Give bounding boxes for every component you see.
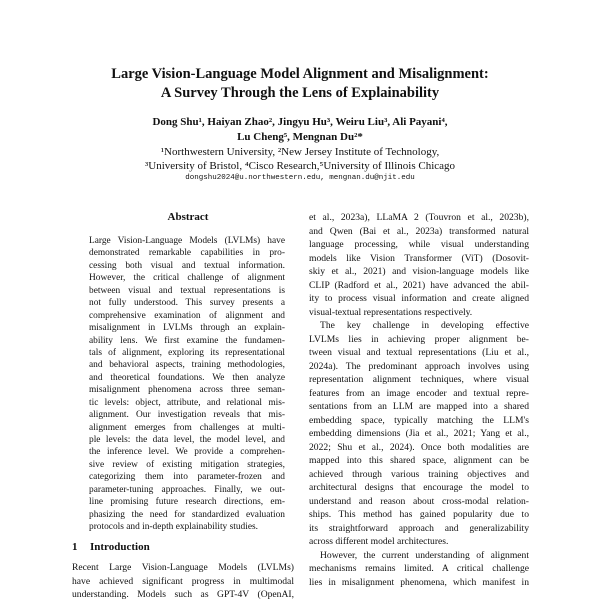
text-line: mapped into this shared space, alignment can be xyxy=(309,455,529,466)
text-line: Recent Large Vision-Language Models (LVLMs) xyxy=(72,562,294,573)
text-line: alignment emerges from challenges at multi- xyxy=(89,422,285,433)
text-line: et al., 2023a), LLaMA 2 (Touvron et al., 2023b), xyxy=(309,212,529,223)
author-email: dongshu2024@u.northwestern.edu, mengnan.du@njit.edu xyxy=(185,174,415,182)
section-number: 1 xyxy=(72,541,78,553)
text-line: ships. This method has gained popularity due to xyxy=(309,509,529,520)
text-line: 2024a). The predominant approach involves using xyxy=(309,360,529,372)
section-title: Introduction xyxy=(90,541,150,553)
affiliation-line: ¹Northwestern University, ²New Jersey Institute of Technology, xyxy=(160,146,440,158)
abstract-heading: Abstract xyxy=(167,211,209,223)
text-line: embedding dimensions (Jia et al., 2021; Yang et al., xyxy=(309,428,529,439)
text-line: 2022; Shu et al., 2024). Once both modalities are xyxy=(309,441,529,453)
text-line: achieved through various training objectives and xyxy=(309,468,529,480)
text-line: architectural designs that encourage the model to xyxy=(309,482,529,493)
text-line: tic levels: object, attribute, and relational mis- xyxy=(89,397,285,408)
text-line: categorizing them into parameter-frozen and xyxy=(89,472,285,483)
text-line: features from an image encoder and textual repre- xyxy=(309,387,529,399)
text-line: ability lens. We first examine the fundamen- xyxy=(89,335,285,346)
text-line: demonstrated remarkable capabilities in pro- xyxy=(89,248,285,259)
author-line: Dong Shu¹, Haiyan Zhao², Jingyu Hu³, Weiru Liu³, Ali Payani⁴, xyxy=(152,116,448,128)
text-line: mechanisms remains limited. A critical challenge xyxy=(309,563,529,574)
text-line: lies in misalignment phenomena, which manifest in xyxy=(309,576,529,588)
text-line: misalignment phenomena across three seman- xyxy=(89,385,285,396)
text-line: sive review of existing mitigation strategies, xyxy=(89,459,285,470)
text-line: LVLMs lies in achieving proper alignment be- xyxy=(309,333,529,345)
text-line: between visual and textual representations is xyxy=(89,285,285,296)
text-line: phasizing the need for standardized evaluation xyxy=(89,509,285,520)
text-line: protocols and in-depth explainability studies. xyxy=(89,522,258,533)
text-line: understanding. Models such as GPT-4V (OpenAI, xyxy=(72,589,294,600)
text-line: line promising future research directions, em- xyxy=(89,497,285,508)
text-line: misalignment in LVLMs through an explain- xyxy=(89,323,285,334)
text-line: understand and reason about cross-modal relation- xyxy=(309,495,529,507)
abstract-body xyxy=(89,235,285,534)
text-line: not fully understood. This survey presents a xyxy=(89,298,285,309)
introduction-body xyxy=(72,561,294,602)
text-line: alignment. Our investigation reveals that mis- xyxy=(89,410,285,421)
introduction-heading xyxy=(72,541,150,553)
text-line: embedding space, typically matching the LLM's xyxy=(309,414,529,426)
text-line: Large Vision-Language Models (LVLMs) have xyxy=(89,236,285,246)
text-line: However, the current understanding of alignment xyxy=(320,549,529,561)
text-line: representation alignment techniques, where visual xyxy=(309,374,529,385)
text-line: the inference level. We provide a comprehen- xyxy=(89,447,285,458)
paper-title xyxy=(0,65,600,103)
text-line: The key challenge in developing effective xyxy=(320,320,529,331)
text-line: across different model architectures. xyxy=(309,536,449,547)
text-line: models like Vision Transformer (ViT) (Dosovit- xyxy=(309,252,529,264)
text-line: and behavioral aspects, training methodologies, xyxy=(89,360,285,371)
title-line: A Survey Through the Lens of Explainability xyxy=(160,85,440,101)
text-line: CLIP (Radford et al., 2021) have advanced the abil- xyxy=(309,279,529,291)
text-line: However, the critical challenge of alignment xyxy=(89,273,285,284)
text-line: language processing, while visual understanding xyxy=(309,239,529,250)
title-line: Large Vision-Language Model Alignment and Misalignment: xyxy=(111,66,489,82)
text-line: tals of alignment, exploring its representational xyxy=(89,347,285,358)
text-line: cessing both visual and textual information. xyxy=(89,260,285,271)
affiliations xyxy=(0,145,600,173)
text-line: visual-textual representations respectively. xyxy=(309,306,473,318)
text-line: ity to process visual information and create aligned xyxy=(309,293,529,304)
text-line: and Qwen (Bai et al., 2023a) transformed natural xyxy=(309,225,529,237)
author-line: Lu Cheng⁵, Mengnan Du²* xyxy=(237,130,363,143)
text-line: tween visual and textual representations (Liu et al., xyxy=(309,347,529,358)
text-line: parameter-tuning approaches. Finally, we out- xyxy=(89,484,285,495)
text-line: comprehensive examination of alignment and xyxy=(89,310,285,321)
text-line: and theoretical foundations. We then analyze xyxy=(89,372,285,383)
text-line: ple levels: the data level, the model level, and xyxy=(89,435,285,445)
text-line: sentations from an LLM are mapped into a shared xyxy=(309,401,529,412)
text-line: have achieved significant progress in multimodal xyxy=(72,575,294,587)
text-line: its straightforward approach and generalizability xyxy=(309,522,529,534)
affiliation-line: ³University of Bristol, ⁴Cisco Research,⁵University of Illinois Chicago xyxy=(144,160,456,172)
right-column-body xyxy=(309,211,529,589)
author-list xyxy=(0,115,600,144)
text-line: skiy et al., 2021) and vision-language models like xyxy=(309,266,529,277)
